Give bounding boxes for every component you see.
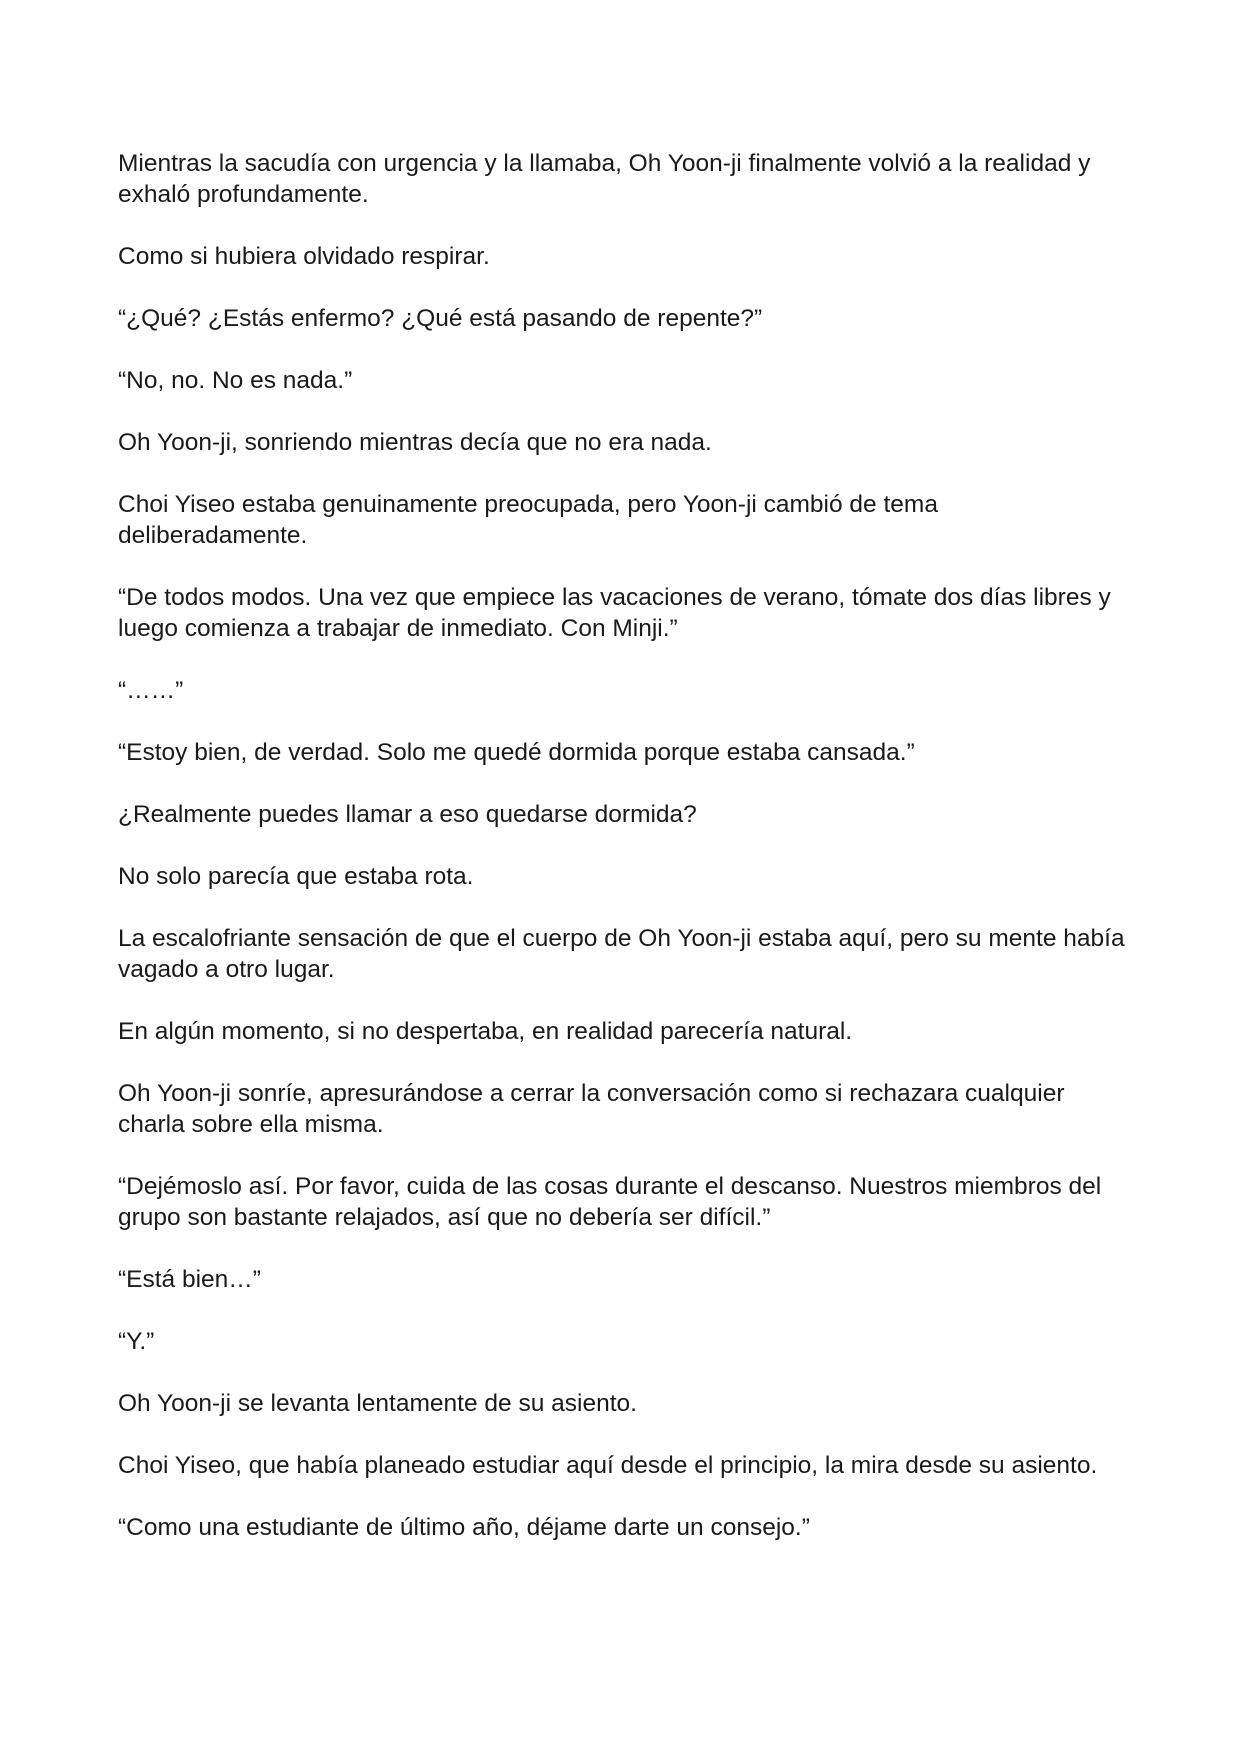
paragraph: Choi Yiseo estaba genuinamente preocupada, pero Yoon-ji cambió de tema deliberadamente. — [118, 491, 938, 549]
paragraph: Mientras la sacudía con urgencia y la llamaba, Oh Yoon-ji finalmente volvió a la realidad y exhaló profundamente. — [118, 150, 1091, 208]
paragraph: Como si hubiera olvidado respirar. — [118, 243, 490, 270]
paragraph: “Está bien…” — [118, 1266, 261, 1293]
paragraph: Oh Yoon-ji, sonriendo mientras decía que no era nada. — [118, 429, 712, 456]
paragraph: “De todos modos. Una vez que empiece las vacaciones de verano, tómate dos días libres y luego comienza a trabajar de inmediato. Con Minji.” — [118, 584, 1111, 642]
paragraph: En algún momento, si no despertaba, en realidad parecería natural. — [118, 1018, 853, 1045]
paragraph: Choi Yiseo, que había planeado estudiar aquí desde el principio, la mira desde su asiento. — [118, 1452, 1098, 1479]
paragraph: “Estoy bien, de verdad. Solo me quedé dormida porque estaba cansada.” — [118, 739, 915, 766]
paragraph: Oh Yoon-ji sonríe, apresurándose a cerrar la conversación como si rechazara cualquier charla sobre ella misma. — [118, 1080, 1065, 1138]
paragraph: “Dejémoslo así. Por favor, cuida de las cosas durante el descanso. Nuestros miembros del grupo son bastante relajados, así que no debería ser difícil.” — [118, 1173, 1102, 1231]
paragraph: “Y.” — [118, 1328, 155, 1355]
paragraph: Oh Yoon-ji se levanta lentamente de su asiento. — [118, 1390, 637, 1417]
paragraph: “No, no. No es nada.” — [118, 367, 353, 394]
paragraph: ¿Realmente puedes llamar a eso quedarse dormida? — [118, 801, 697, 828]
paragraph: No solo parecía que estaba rota. — [118, 863, 474, 890]
document-body — [118, 148, 1128, 1574]
paragraph: La escalofriante sensación de que el cuerpo de Oh Yoon-ji estaba aquí, pero su mente había vagado a otro lugar. — [118, 925, 1125, 983]
paragraph: “Como una estudiante de último año, déjame darte un consejo.” — [118, 1514, 810, 1541]
paragraph: “¿Qué? ¿Estás enfermo? ¿Qué está pasando de repente?” — [118, 305, 763, 332]
paragraph: “……” — [118, 677, 184, 704]
